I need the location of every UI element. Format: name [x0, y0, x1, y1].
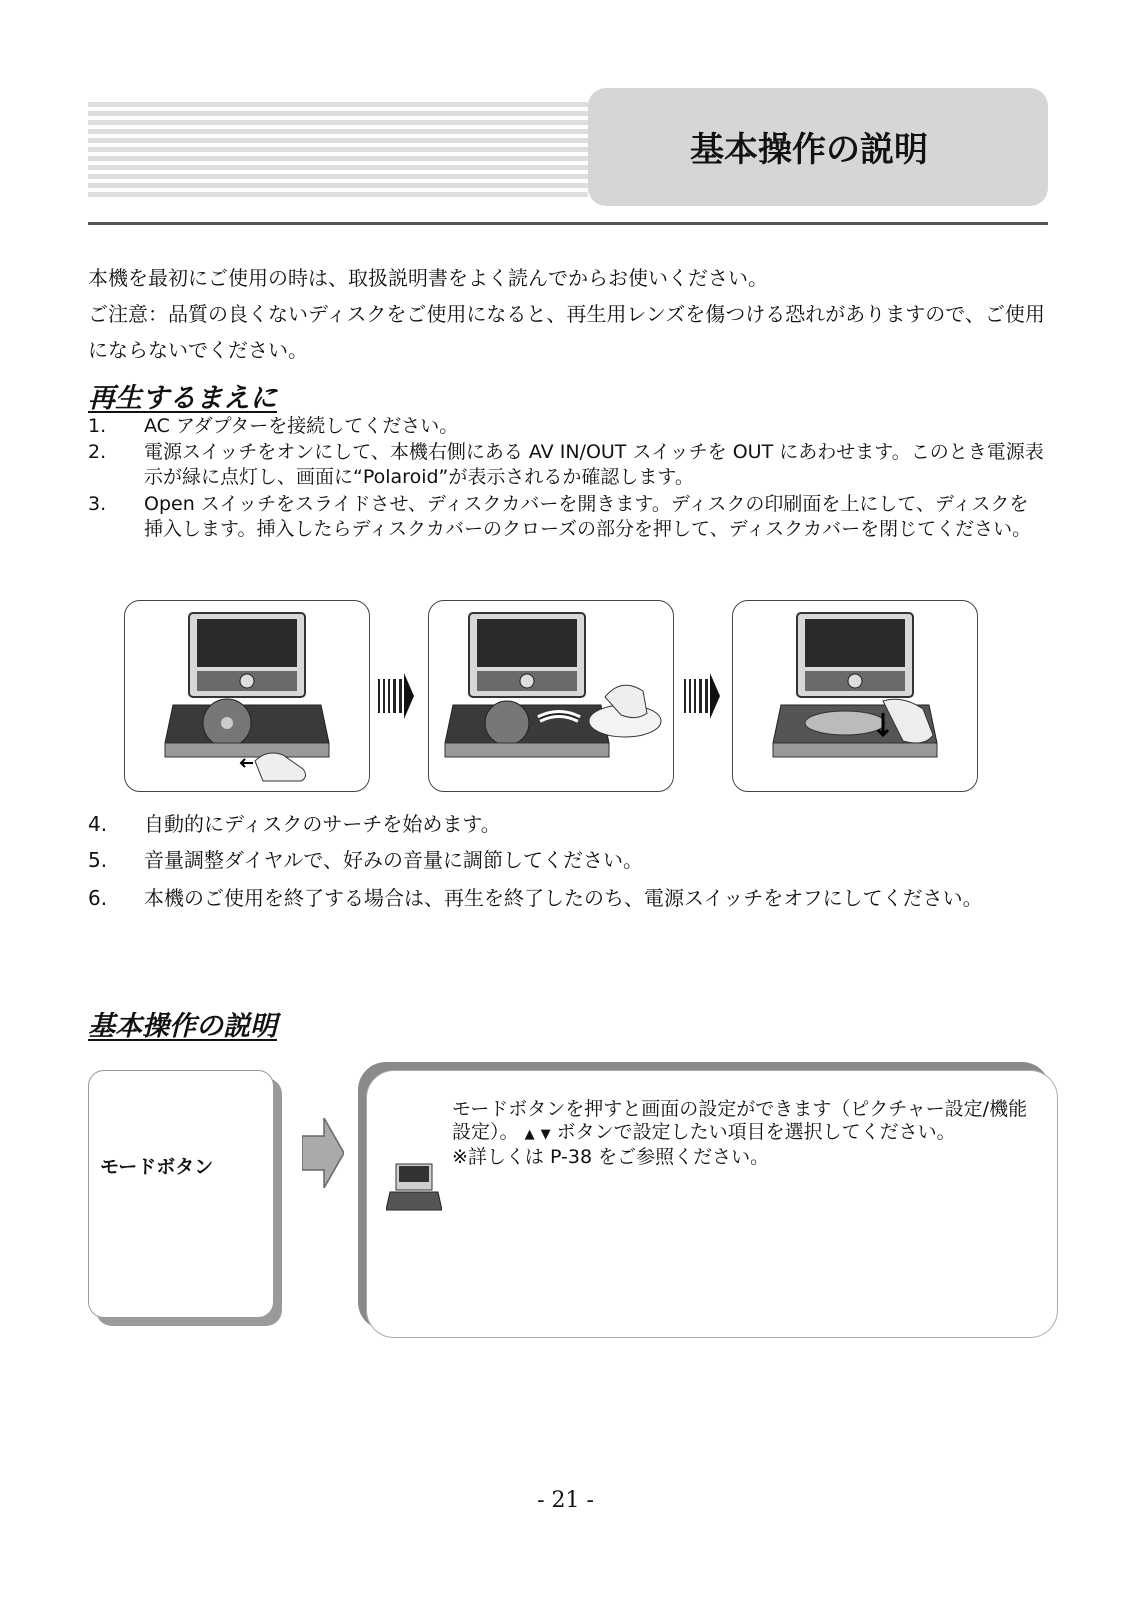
intro-line1: 本機を最初にご使用の時は、取扱説明書をよく読んでからお使いください。	[88, 266, 768, 290]
step-text: 音量調整ダイヤルで、好みの音量に調節してください。	[144, 848, 643, 872]
mode-button-label: モードボタン	[100, 1156, 214, 1178]
illustration-close-cover	[732, 600, 978, 792]
mode-description	[452, 1098, 1032, 1169]
step-text: 電源スイッチをオンにして、本機右側にある AV IN/OUT スイッチを OUT にあわせます。このとき電源表示が緑に点灯し、画面に“Polaroid”が表示されるか確認します。	[144, 441, 1044, 488]
step-number: 2.	[88, 441, 107, 463]
step-text: Open スイッチをスライドさせ、ディスクカバーを開きます。ディスクの印刷面を上にして、ディスクを挿入します。挿入したらディスクカバーのクローズの部分を押して、ディスクカバーを閉じてください。	[144, 493, 1032, 540]
illustration-insert-disc	[428, 600, 674, 792]
section-heading-basic-operation: 基本操作の説明	[88, 1011, 277, 1042]
step-text: 本機のご使用を終了する場合は、再生を終了したのち、電源スイッチをオフにしてください。	[144, 886, 983, 910]
step-text: 自動的にディスクのサーチを始めます。	[144, 812, 501, 836]
step-arrow-icon	[378, 673, 414, 719]
down-arrow-icon: ▼	[540, 1127, 551, 1142]
step-number: 5.	[88, 848, 108, 872]
right-arrow-icon	[302, 1118, 344, 1188]
intro-caution: ご注意：品質の良くないディスクをご使用になると、再生用レンズを傷つける恐れがありますので、ご使用にならないでください。	[88, 302, 1045, 362]
mode-description-note: ※詳しくは P-38 をご参照ください。	[452, 1146, 770, 1168]
step-number: 1.	[88, 415, 107, 437]
header-rule	[88, 222, 1048, 225]
mode-description-text: モードボタンを押すと画面の設定ができます（ピクチャー設定/機能設定）。	[452, 1098, 1028, 1143]
page-title: 基本操作の説明	[690, 130, 928, 170]
page-number: - 21 -	[537, 1488, 594, 1513]
step-arrow-icon	[684, 673, 720, 719]
up-arrow-icon: ▲	[524, 1127, 535, 1142]
section-heading-before-play: 再生するまえに	[88, 383, 277, 414]
mode-button-card	[88, 1070, 274, 1318]
header-stripes	[88, 102, 588, 198]
step-number: 3.	[88, 493, 107, 515]
device-thumbnail-icon	[386, 1162, 442, 1214]
mode-description-text-2: ボタンで設定したい項目を選択してください。	[556, 1121, 956, 1143]
illustration-open-cover	[124, 600, 370, 792]
step-text: AC アダプターを接続してください。	[144, 415, 459, 437]
step-number: 6.	[88, 886, 108, 910]
step-number: 4.	[88, 812, 108, 836]
